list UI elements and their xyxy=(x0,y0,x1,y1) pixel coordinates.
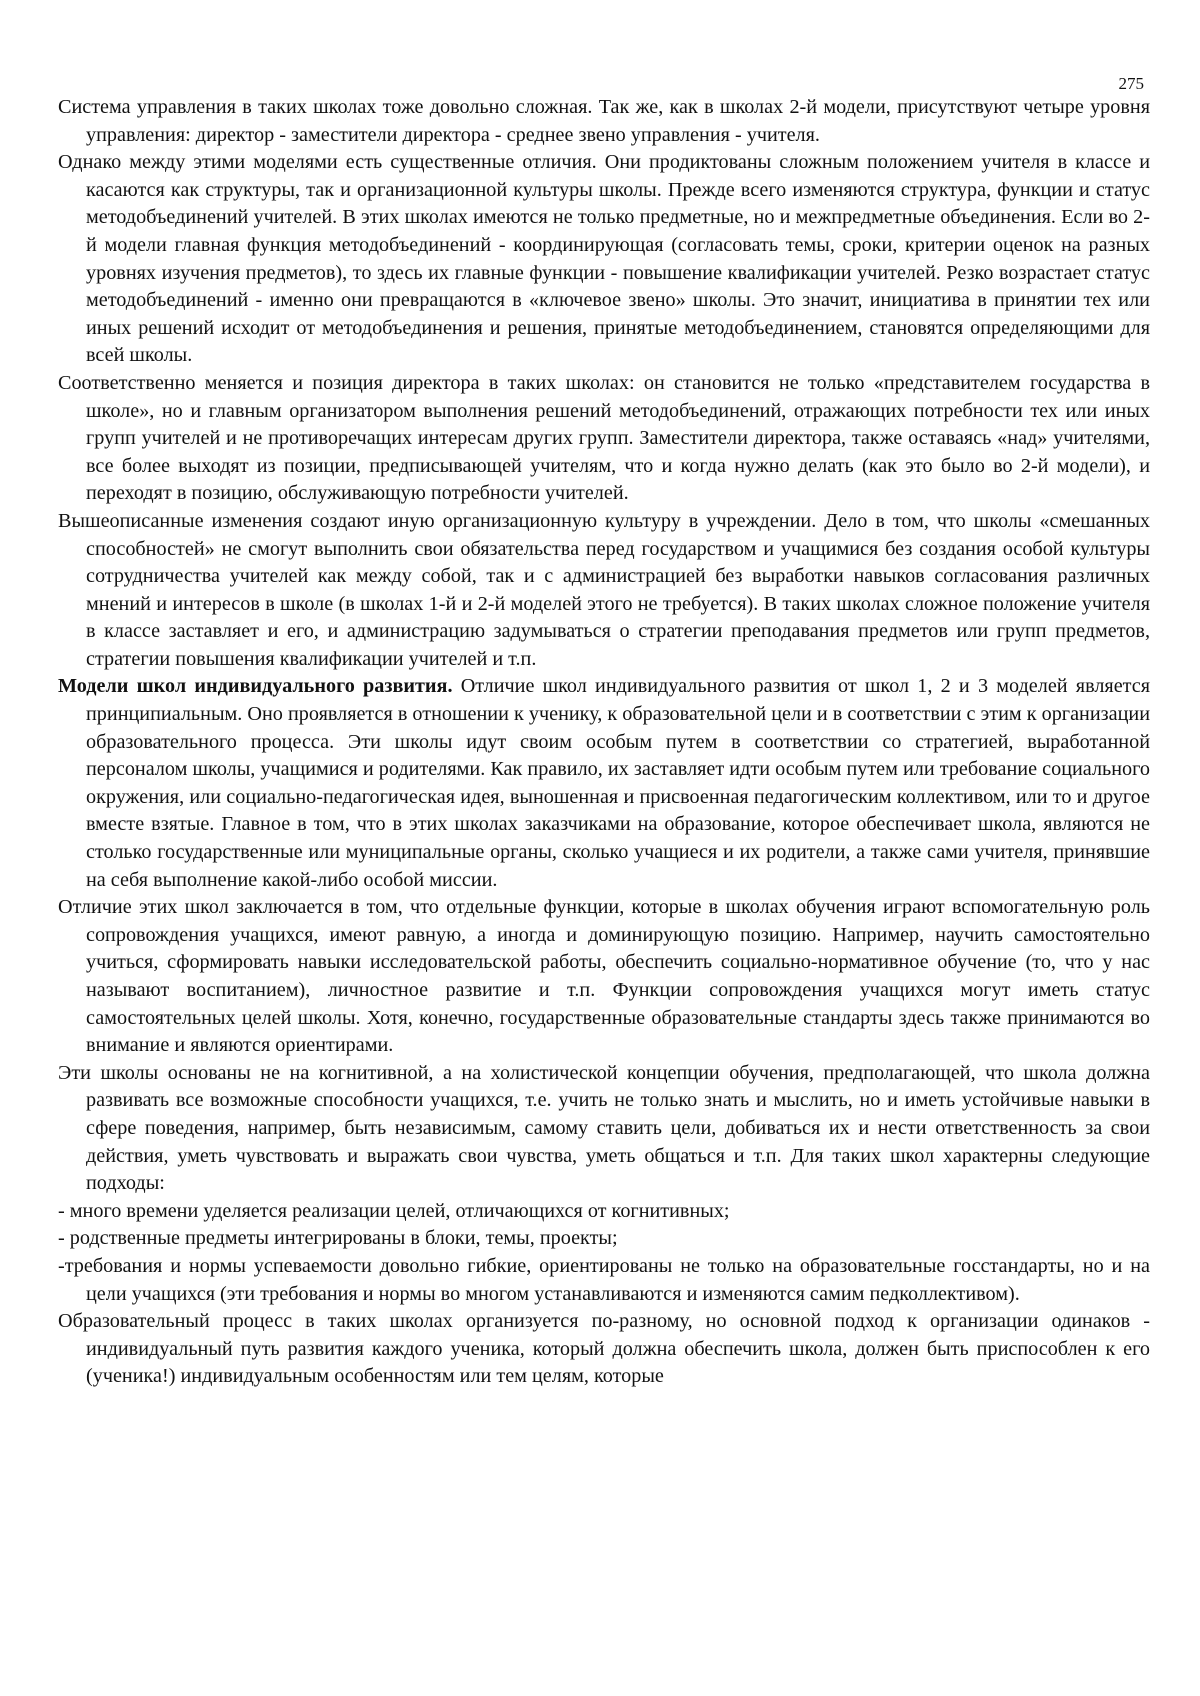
paragraph xyxy=(58,894,1150,1060)
list-item xyxy=(58,1198,1150,1226)
paragraph-text: Однако между этими моделями есть существенные отличия. Они продиктованы сложным положением учителя в классе и касаются как структуры, так и организационной культуры школы. Прежде всего изменяются структура, функции и статус методобъединений учителей. В этих школах имеются не только предметные, но и межпредметные объединения. Если во 2-й модели главная функция методобъединений - координирующая (согласовать темы, сроки, критерии оценок на разных уровнях изучения предметов), то здесь их главные функции - повышение квалификации учителей. Резко возрастает статус методобъединений - именно они превращаются в «ключевое звено» школы. Это значит, инициатива в принятии тех или иных решений исходит от методобъединения и решения, принятые методобъединением, становятся определяющими для всей школы. xyxy=(58,151,1150,367)
paragraph-text: Образовательный процесс в таких школах организуется по-разному, но основной подход к организации одинаков - индивидуальный путь развития каждого ученика, который должна обеспечить школа, должен быть приспособлен к его (ученика!) индивидуальным особенностям или тем целям, которые xyxy=(58,1310,1150,1388)
list-item-text: -требования и нормы успеваемости довольно гибкие, ориентированы не только на образовательные госстандарты, но и на цели учащихся (эти требования и нормы во многом устанавливаются и изменяются самим педколлективом). xyxy=(58,1254,1150,1305)
list-item-text: - родственные предметы интегрированы в блоки, темы, проекты; xyxy=(58,1227,618,1250)
paragraph-text: Эти школы основаны не на когнитивной, а на холистической концепции обучения, предполагающей, что школа должна развивать все возможные способности учащихся, т.е. учить не только знать и мыслить, но и иметь устойчивые навыки в сфере поведения, например, быть независимым, самому ставить цели, добиваться их и нести ответственность за свои действия, уметь чувствовать и выражать свои чувства, уметь общаться и т.п. Для таких школ характерны следующие подходы: xyxy=(58,1061,1150,1195)
section-paragraph xyxy=(58,673,1150,894)
paragraph xyxy=(58,370,1150,508)
paragraph-text: Отличие школ индивидуального развития от школ 1, 2 и 3 моделей является принципиальным. Оно проявляется в отношении к ученику, к образовательной цели и в соответствии с этим к организации образовательного процесса. Эти школы идут своим особым путем в соответствии со стратегией, выработанной персоналом школы, учащимися и родителями. Как правило, их заставляет идти особым путем или требование социального окружения, или социально-педагогическая идея, выношенная и присвоенная педагогическим коллективом, или то и другое вместе взятые. Главное в том, что в этих школах заказчиками на образование, которое обеспечивает школа, являются не столько государственные или муниципальные органы, сколько учащиеся и их родители, а также сами учителя, принявшие на себя выполнение какой-либо особой миссии. xyxy=(86,675,1150,891)
paragraph-text: Вышеописанные изменения создают иную организационную культуру в учреждении. Дело в том, что школы «смешанных способностей» не смогут выполнить свои обязательства перед государством и учащимися без создания особой культуры сотрудничества учителей как между собой, так и с администрацией без выработки навыков согласования различных мнений и интересов в школе (в школах 1-й и 2-й моделей этого не требуется). В таких школах сложное положение учителя в классе заставляет и его, и администрацию задумываться о стратегии преподавания предметов или групп предметов, стратегии повышения квалификации учителей и т.п. xyxy=(58,509,1150,670)
list-item xyxy=(58,1253,1150,1308)
paragraph-text: Система управления в таких школах тоже довольно сложная. Так же, как в школах 2-й модели, присутствуют четыре уровня управления: директор - заместители директора - среднее звено управления - учителя. xyxy=(58,96,1150,146)
paragraph xyxy=(58,1060,1150,1198)
paragraph-text: Соответственно меняется и позиция директора в таких школах: он становится не только «представителем государства в школе», но и главным организатором выполнения решений методобъединений, отражающих потребности тех или иных групп учителей и не противоречащих интересам других групп. Заместители директора, также оставаясь «над» учителями, все более выходят из позиции, предписывающей учителям, что и когда нужно делать (как это было во 2-й модели), и переходят в позицию, обслуживающую потребности учителей. xyxy=(58,371,1150,505)
page-number: 275 xyxy=(1118,74,1144,93)
paragraph xyxy=(58,94,1150,149)
paragraph xyxy=(58,508,1150,674)
list-item-text: - много времени уделяется реализации целей, отличающихся от когнитивных; xyxy=(58,1199,730,1222)
paragraph xyxy=(58,149,1150,370)
paragraph-text: Отличие этих школ заключается в том, что отдельные функции, которые в школах обучения играют вспомогательную роль сопровождения учащихся, имеют равную, а иногда и доминирующую позицию. Например, научить самостоятельно учиться, сформировать навыки исследовательской работы, обеспечить социально-нормативное обучение (то, что у нас называют воспитанием), личностное развитие и т.п. Функции сопровождения учащихся могут иметь статус самостоятельных целей школы. Хотя, конечно, государственные образовательные стандарты здесь также принимаются во внимание и являются ориентирами. xyxy=(58,896,1150,1057)
list-item xyxy=(58,1225,1150,1253)
page-body xyxy=(58,94,1150,1391)
paragraph xyxy=(58,1308,1150,1391)
section-heading: Модели школ индивидуального развития. xyxy=(58,675,453,698)
